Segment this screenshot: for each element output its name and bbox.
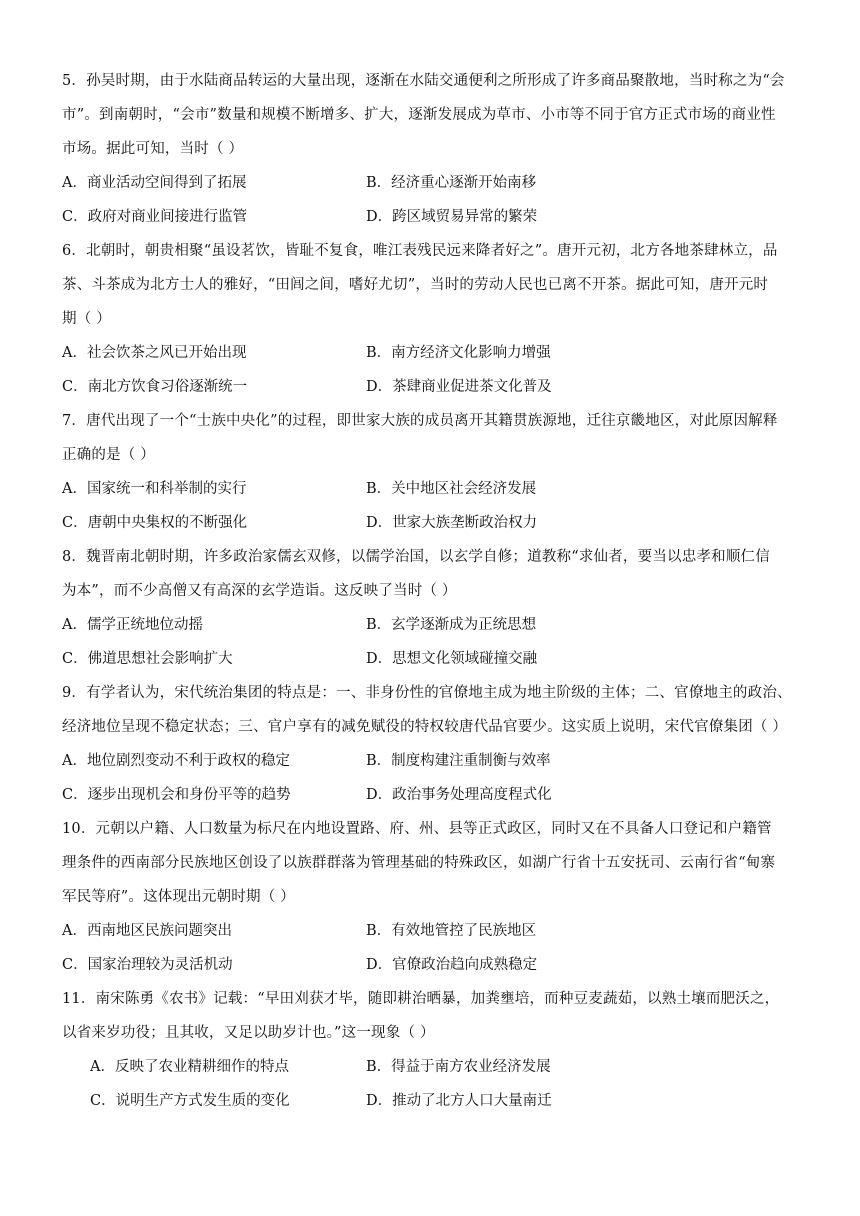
question-7-options: [62, 472, 802, 540]
option-d[interactable]: D．茶肆商业促进茶文化普及: [366, 379, 552, 395]
option-c[interactable]: C．佛道思想社会影响扩大: [62, 651, 233, 667]
option-d[interactable]: D．世家大族垄断政治权力: [366, 515, 538, 531]
option-a[interactable]: A．反映了农业精耕细作的特点: [90, 1059, 289, 1075]
option-c[interactable]: C．说明生产方式发生质的变化: [90, 1093, 290, 1109]
option-b[interactable]: B．经济重心逐渐开始南移: [366, 175, 537, 191]
question-text-line: 10．元朝以户籍、人口数量为标尺在内地设置路、府、州、县等正式政区，同时又在不具备人口登记和户籍管: [62, 821, 772, 837]
option-d[interactable]: D．思想文化领域碰撞交融: [366, 651, 538, 667]
question-text-line: 7．唐代出现了一个“士族中央化”的过程，即世家大族的成员离开其籍贯族源地，迁往京畿地区，对此原因解释: [62, 413, 778, 429]
question-9-options: [62, 744, 802, 812]
option-a[interactable]: A．社会饮茶之风已开始出现: [62, 345, 247, 361]
question-text-line: 理条件的西南部分民族地区创设了以族群群落为管理基础的特殊政区，如湖广行省十五安抚司、云南行省“甸寨: [62, 855, 776, 871]
option-b[interactable]: B．得益于南方农业经济发展: [366, 1059, 551, 1075]
question-text-line: 市场。据此可知，当时（ ）: [62, 141, 244, 157]
option-a[interactable]: A．国家统一和科举制的实行: [62, 481, 247, 497]
option-b[interactable]: B．关中地区社会经济发展: [366, 481, 537, 497]
option-b[interactable]: B．南方经济文化影响力增强: [366, 345, 551, 361]
question-text-line: 以省来岁功役；且其收，又足以助岁计也。”这一现象（ ）: [62, 1025, 435, 1041]
question-text-line: 为本”，而不少高僧又有高深的玄学造诣。这反映了当时（ ）: [62, 583, 457, 599]
question-11-stem: [62, 982, 802, 1050]
question-text-line: 5．孙吴时期，由于水陆商品转运的大量出现，逐渐在水陆交通便利之所形成了许多商品聚散地，当时称之为“会: [62, 73, 785, 89]
question-text-line: 8．魏晋南北朝时期，许多政治家儒玄双修，以儒学治国，以玄学自修；道教称“求仙者，要当以忠孝和顺仁信: [62, 549, 770, 565]
question-text-line: 期（ ）: [62, 311, 111, 327]
option-c[interactable]: C．政府对商业间接进行监管: [62, 209, 248, 225]
question-text-line: 6．北朝时，朝贵相聚“虽设茗饮，皆耻不复食，唯江表残民远来降者好之”。唐开元初，北方各地茶肆林立，品: [62, 243, 778, 259]
question-8-stem: [62, 540, 802, 608]
question-10-options: [62, 914, 802, 982]
option-a[interactable]: A．西南地区民族问题突出: [62, 923, 232, 939]
option-a[interactable]: A．商业活动空间得到了拓展: [62, 175, 247, 191]
option-a[interactable]: A．儒学正统地位动摇: [62, 617, 203, 633]
question-7-stem: [62, 404, 802, 472]
question-8-options: [62, 608, 802, 676]
option-a[interactable]: A．地位剧烈变动不利于政权的稳定: [62, 753, 290, 769]
question-text-line: 茶、斗茶成为北方士人的雅好，“田闾之间，嗜好尤切”，当时的劳动人民也已离不开茶。据此可知，唐开元时: [62, 277, 769, 293]
option-b[interactable]: B．玄学逐渐成为正统思想: [366, 617, 537, 633]
question-text-line: 正确的是（ ）: [62, 447, 156, 463]
question-9-stem: [62, 676, 802, 744]
option-c[interactable]: C．唐朝中央集权的不断强化: [62, 515, 248, 531]
question-text-line: 11．南宋陈勇《农书》记载：“早田刈获才毕，随即耕治晒暴，加粪壅培，而种豆麦蔬茹，以熟土壤而肥沃之，: [62, 991, 780, 1007]
question-text-line: 9．有学者认为，宋代统治集团的特点是：一、非身份性的官僚地主成为地主阶级的主体；二、官僚地主的政治、: [62, 685, 792, 701]
question-6-options: [62, 336, 802, 404]
question-5-options: [62, 166, 802, 234]
option-b[interactable]: B．制度构建注重制衡与效率: [366, 753, 551, 769]
option-c[interactable]: C．逐步出现机会和身份平等的趋势: [62, 787, 291, 803]
option-d[interactable]: D．推动了北方人口大量南迁: [366, 1093, 552, 1109]
option-d[interactable]: D．跨区域贸易异常的繁荣: [366, 209, 538, 225]
option-d[interactable]: D．官僚政治趋向成熟稳定: [366, 957, 538, 973]
question-5-stem: [62, 64, 802, 166]
option-d[interactable]: D．政治事务处理高度程式化: [366, 787, 552, 803]
question-10-stem: [62, 812, 802, 914]
question-text-line: 经济地位呈现不稳定状态；三、官户享有的减免赋役的特权较唐代品官要少。这实质上说明，宋代官僚集团（ ）: [62, 719, 788, 735]
option-c[interactable]: C．国家治理较为灵活机动: [62, 957, 233, 973]
question-text-line: 市”。到南朝时，“会市”数量和规模不断增多、扩大，逐渐发展成为草市、小市等不同于官方正式市场的商业性: [62, 107, 776, 123]
option-b[interactable]: B．有效地管控了民族地区: [366, 923, 537, 939]
option-c[interactable]: C．南北方饮食习俗逐渐统一: [62, 379, 248, 395]
question-11-options: [62, 1050, 802, 1118]
question-text-line: 军民等府”。这体现出元朝时期（ ）: [62, 889, 295, 905]
question-6-stem: [62, 234, 802, 336]
